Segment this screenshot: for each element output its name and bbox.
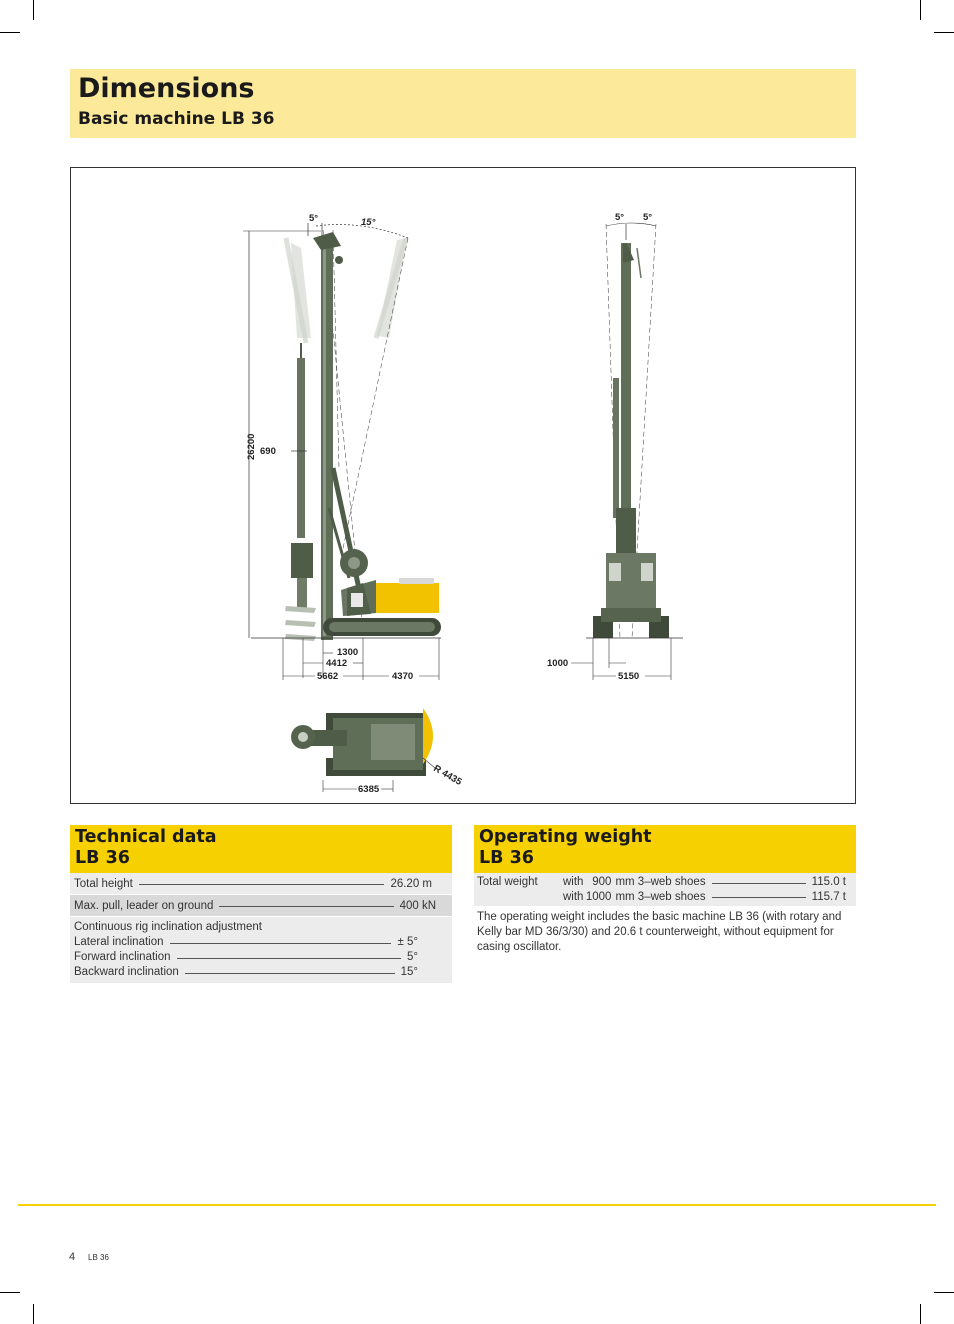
crop-mark [33, 1304, 34, 1324]
machine-illustration [71, 168, 855, 803]
dim-front-angle-right: 5° [643, 212, 653, 223]
operating-weight-header [474, 825, 856, 873]
crop-mark [33, 0, 34, 20]
spec-row-lateral: Lateral inclination ± 5° [74, 936, 418, 948]
spec-row-forward: Forward inclination 5° [74, 951, 418, 963]
page-number: 4 [69, 1251, 76, 1263]
operating-weight-note: The operating weight includes the basic machine LB 36 (with rotary and Kelly bar MD 36/3/30) and 20.6 t counterweight, without equipment for casing oscillator. [477, 911, 842, 953]
dim-5662: 5662 [317, 671, 339, 682]
dim-angle-15: 15° [361, 217, 376, 228]
operating-weight-panel [474, 825, 856, 955]
technical-data-panel [70, 825, 452, 983]
inclination-heading: Continuous rig inclination adjustment [74, 921, 262, 933]
weight-row-900: with 900 mm 3–web shoes 115.0 t [563, 876, 846, 888]
crop-mark [0, 32, 20, 33]
dim-1000: 1000 [547, 658, 569, 669]
spec-row-backward: Backward inclination 15° [74, 966, 418, 978]
weight-label: Total weight [477, 876, 538, 888]
spec-inclination-block [70, 916, 452, 983]
dim-angle-5-side: 5° [309, 213, 319, 224]
weight-row-1000: with 1000 mm 3–web shoes 115.7 t [563, 890, 846, 903]
dimension-drawing [70, 167, 856, 804]
crop-mark [0, 1292, 20, 1293]
crop-mark [934, 1292, 954, 1293]
technical-data-header [70, 825, 452, 873]
dim-4370: 4370 [392, 671, 414, 682]
dim-front-angle-left: 5° [615, 212, 625, 223]
technical-data-title: Technical data LB 36 [75, 827, 217, 868]
page-subtitle: Basic machine LB 36 [78, 109, 275, 129]
weight-table [474, 873, 856, 906]
footer-doc-name: LB 36 [88, 1253, 109, 1262]
footer-rule [18, 1204, 936, 1206]
crop-mark [920, 0, 921, 20]
dim-height-26200: 26200 [246, 433, 257, 460]
dim-6385: 6385 [358, 784, 380, 795]
page-title: Dimensions [78, 73, 255, 104]
header-band [70, 69, 856, 138]
front-view [547, 212, 683, 682]
side-view [243, 213, 441, 682]
dim-radius-4435: R 4435 [431, 763, 464, 788]
spec-row-total-height: Total height 26.20 m [70, 873, 452, 894]
crop-mark [920, 1304, 921, 1324]
operating-weight-title: Operating weight LB 36 [479, 827, 652, 868]
dim-4412: 4412 [326, 658, 348, 669]
dim-690: 690 [260, 446, 276, 457]
top-view [291, 708, 464, 795]
spec-row-max-pull: Max. pull, leader on ground 400 kN [70, 894, 452, 916]
dim-5150: 5150 [618, 671, 640, 682]
crop-mark [934, 32, 954, 33]
dim-1300: 1300 [337, 647, 359, 658]
